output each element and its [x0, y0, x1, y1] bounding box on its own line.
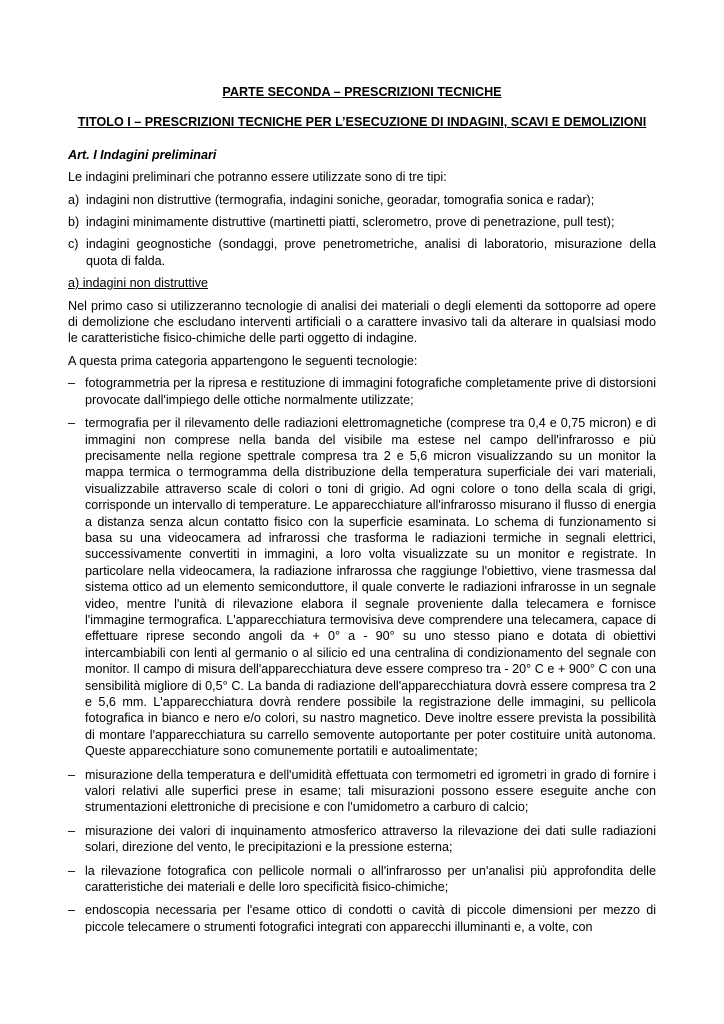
part-heading: PARTE SECONDA – PRESCRIZIONI TECNICHE [222, 85, 502, 99]
dash-bullet-icon: – [68, 903, 76, 918]
subsection-heading: a) indagini non distruttive [68, 276, 209, 291]
list-item-type-b [68, 214, 656, 230]
list-label: c) [68, 237, 79, 252]
bullet-item [68, 902, 656, 935]
dash-bullet-icon: – [68, 416, 76, 431]
list-text: indagini non distruttive (termografia, indagini soniche, georadar, tomografia sonica e radar); [86, 192, 595, 207]
bullet-text: la rilevazione fotografica con pellicole normali o all'infrarosso per un'analisi più approfondita delle caratteristiche dei materiali e delle loro specificità fisico-chimiche; [85, 863, 656, 895]
list-item-type-a [68, 192, 656, 208]
list-text: indagini minimamente distruttive (martinetti piatti, sclerometro, prove di penetrazione, pull test); [86, 215, 615, 230]
title-heading: TITOLO I – PRESCRIZIONI TECNICHE PER L’ESECUZIONE DI INDAGINI, SCAVI E DEMOLIZIONI [77, 115, 647, 130]
bullet-text: misurazione della temperatura e dell'umidità effettuata con termometri ed igrometri in grado di fornire i valori relativi alle superfici prese in esame; tali misurazioni possono essere eseguite anche con strumentazioni elettroniche di precisione e con l'umidometro a carburo di calcio; [85, 767, 656, 815]
document-page [68, 84, 656, 942]
dash-bullet-icon: – [68, 767, 76, 782]
dash-bullet-icon: – [68, 863, 76, 878]
dash-bullet-icon: – [68, 823, 76, 838]
list-item-type-c [68, 236, 656, 269]
bullet-item [68, 415, 656, 760]
bullet-item [68, 375, 656, 408]
body-paragraph: Nel primo caso si utilizzeranno tecnologie di analisi dei materiali o degli elementi da sottoporre ad opere di demolizione che escludano interventi artificiali o a carattere invasivo tali da alterare in qualsiasi modo le caratteristiche fisico-chimiche delle parti oggetto di indagine. [68, 298, 656, 346]
list-text: indagini geognostiche (sondaggi, prove penetrometriche, analisi di laboratorio, misurazione della quota di falda. [86, 237, 656, 268]
intro-paragraph: Le indagini preliminari che potranno essere utilizzate sono di tre tipi: [68, 170, 447, 185]
bullet-item [68, 823, 656, 856]
bullet-text: endoscopia necessaria per l'esame ottico di condotti o cavità di piccole dimensioni per mezzo di piccole telecamere o strumenti fotografici integrati con apparecchi illuminanti e, a volte, con [85, 903, 656, 934]
bullet-text: termografia per il rilevamento delle radiazioni elettromagnetiche (comprese tra 0,4 e 0,75 micron) e di immagini non comprese nella banda del visibile ma estese nel campo dell'infrarosso e più precisamente nella regione spettrale compresa tra 2 e 5,6 micron visualizzando su un monitor la mappa termica o termogramma della distribuzione della temperatura superficiale dei vari materiali, visualizzabile attraverso scale di colori o toni di grigio. Ad ogni colore o tono della scala di grigi, corrisponde un intervallo di temperature. Le apparecchiature all'infrarosso misurano il flusso di energia a distanza senza alcun contatto fisico con la superficie esaminata. Lo schema di funzionamento si basa su una videocamera ad infrarossi che trasforma le radiazioni termiche in segnali elettrici, successivamente convertiti in immagini, a loro volta visualizzate su un monitor e registrate. In particolare nella videocamera, la radiazione infrarossa che raggiunge l'obiettivo, viene trasmessa dal sistema ottico ad un elemento semiconduttore, il quale converte le radiazioni infrarosse in un segnale video, mentre l'unità di rilevazione elabora il segnale proveniente dalla telecamera e fornisce l'immagine termografica. L'apparecchiatura termovisiva deve comprendere una telecamera, capace di effettuare riprese secondo angoli da + 0° a - 90° su uno stesso piano e dotata di obiettivi intercambiabili con lenti al germanio o al silicio ed una centralina di condizionamento del segnale con monitor. Il campo di misura dell'apparecchiatura deve essere compreso tra - 20° C e + 900° C con una sensibilità migliore di 0,5° C. La banda di radiazione dell'apparecchiatura dovrà essere compresa tra 2 e 5,6 mm. L'apparecchiatura dovrà rendere possibile la registrazione delle immagini, su pellicola fotografica in bianco e nero e/o colori, su nastro magnetico. Deve inoltre essere prevista la possibilità di montare l'apparecchiatura su carrello semovente autoportante per poter costituire unità autonoma. Queste apparecchiature sono comunemente portatili e autoalimentate; [85, 416, 656, 759]
bullet-item [68, 767, 656, 816]
bullet-text: misurazione dei valori di inquinamento atmosferico attraverso la rilevazione dei dati sulle radiazioni solari, direzione del vento, le precipitazioni e la pressione esterna; [85, 823, 656, 855]
list-label: a) [68, 192, 80, 207]
article-title: Art. I Indagini preliminari [68, 147, 217, 162]
bullet-text: fotogrammetria per la ripresa e restituzione di immagini fotografiche completamente prive di distorsioni provocate dall'impiego delle ottiche normalmente utilizzate; [85, 376, 656, 407]
body-paragraph: A questa prima categoria appartengono le seguenti tecnologie: [68, 353, 418, 368]
bullet-item [68, 863, 656, 896]
list-label: b) [68, 215, 80, 230]
dash-bullet-icon: – [68, 376, 76, 391]
